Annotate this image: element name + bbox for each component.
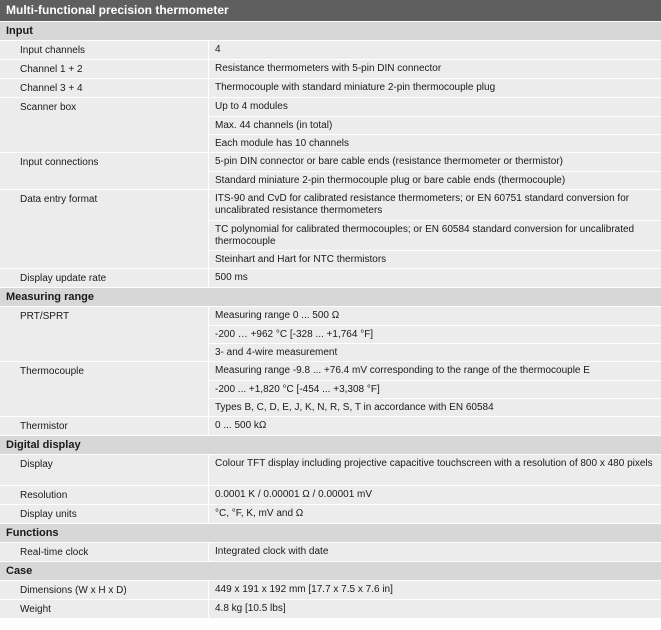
row-value: -200 … +962 °C [-328 ... +1,764 °F] — [209, 325, 661, 343]
table-row — [0, 361, 661, 416]
table-row — [0, 59, 661, 78]
row-value: Max. 44 channels (in total) — [209, 116, 661, 134]
row-value: 5-pin DIN connector or bare cable ends (resistance thermometer or thermistor) — [209, 153, 661, 171]
table-row — [0, 504, 661, 523]
row-value: Integrated clock with date — [209, 543, 661, 561]
row-label: Channel 1 + 2 — [0, 60, 208, 78]
row-value: 0 ... 500 kΩ — [209, 417, 661, 435]
row-value: Steinhart and Hart for NTC thermistors — [209, 250, 661, 268]
row-value: -200 ... +1,820 °C [-454 ... +3,308 °F] — [209, 380, 661, 398]
row-label: Data entry format — [0, 190, 208, 268]
row-value: TC polynomial for calibrated thermocouples; or EN 60584 standard conversion for uncalibrated thermocouple — [209, 220, 661, 250]
row-values — [208, 41, 661, 59]
row-label: Real-time clock — [0, 543, 208, 561]
section-header-functions: Functions — [0, 523, 661, 542]
row-value: 449 x 191 x 192 mm [17.7 x 7.5 x 7.6 in] — [209, 581, 661, 599]
row-values — [208, 98, 661, 152]
table-row — [0, 454, 661, 485]
table-title: Multi-functional precision thermometer — [0, 0, 661, 21]
table-row — [0, 542, 661, 561]
row-label: Resolution — [0, 486, 208, 504]
row-label: Input channels — [0, 41, 208, 59]
row-label: Input connections — [0, 153, 208, 189]
row-values — [208, 600, 661, 618]
table-row — [0, 268, 661, 287]
row-values — [208, 581, 661, 599]
table-row — [0, 485, 661, 504]
row-values — [208, 362, 661, 416]
row-value: Each module has 10 channels — [209, 134, 661, 152]
row-label: PRT/SPRT — [0, 307, 208, 361]
row-value: Types B, C, D, E, J, K, N, R, S, T in accordance with EN 60584 — [209, 398, 661, 416]
row-label: Weight — [0, 600, 208, 618]
section-header-digital-display: Digital display — [0, 435, 661, 454]
row-values — [208, 505, 661, 523]
table-body — [0, 21, 661, 618]
row-values — [208, 543, 661, 561]
table-row — [0, 306, 661, 361]
row-value: 0.0001 K / 0.00001 Ω / 0.00001 mV — [209, 486, 661, 504]
row-values — [208, 60, 661, 78]
row-values — [208, 190, 661, 268]
row-value: Standard miniature 2-pin thermocouple plug or bare cable ends (thermocouple) — [209, 171, 661, 189]
table-row — [0, 416, 661, 435]
row-label: Thermocouple — [0, 362, 208, 416]
table-row — [0, 152, 661, 189]
row-value: Up to 4 modules — [209, 98, 661, 116]
row-label: Display — [0, 455, 208, 485]
row-value: °C, °F, K, mV and Ω — [209, 505, 661, 523]
row-value: Thermocouple with standard miniature 2-pin thermocouple plug — [209, 79, 661, 97]
row-label: Display update rate — [0, 269, 208, 287]
table-row — [0, 97, 661, 152]
table-row — [0, 599, 661, 618]
row-values — [208, 153, 661, 189]
row-values — [208, 307, 661, 361]
row-values — [208, 269, 661, 287]
row-label: Scanner box — [0, 98, 208, 152]
table-row — [0, 78, 661, 97]
row-value: Measuring range -9.8 ... +76.4 mV corresponding to the range of the thermocouple E — [209, 362, 661, 380]
row-label: Channel 3 + 4 — [0, 79, 208, 97]
row-value: Measuring range 0 ... 500 Ω — [209, 307, 661, 325]
section-header-measuring-range: Measuring range — [0, 287, 661, 306]
section-header-input: Input — [0, 21, 661, 40]
row-value: 500 ms — [209, 269, 661, 287]
table-row — [0, 189, 661, 268]
row-value: Resistance thermometers with 5-pin DIN connector — [209, 60, 661, 78]
section-header-case: Case — [0, 561, 661, 580]
row-value: 4 — [209, 41, 661, 59]
row-values — [208, 79, 661, 97]
row-label: Thermistor — [0, 417, 208, 435]
table-row — [0, 40, 661, 59]
row-label: Display units — [0, 505, 208, 523]
row-value: Colour TFT display including projective capacitive touchscreen with a resolution of 800 x 480 pixels — [209, 455, 661, 485]
row-values — [208, 417, 661, 435]
row-label: Dimensions (W x H x D) — [0, 581, 208, 599]
row-values — [208, 455, 661, 485]
row-value: ITS-90 and CvD for calibrated resistance thermometers; or EN 60751 standard conversion for uncalibrated resistance thermometers — [209, 190, 661, 220]
table-row — [0, 580, 661, 599]
row-value: 4.8 kg [10.5 lbs] — [209, 600, 661, 618]
row-value: 3- and 4-wire measurement — [209, 343, 661, 361]
row-values — [208, 486, 661, 504]
